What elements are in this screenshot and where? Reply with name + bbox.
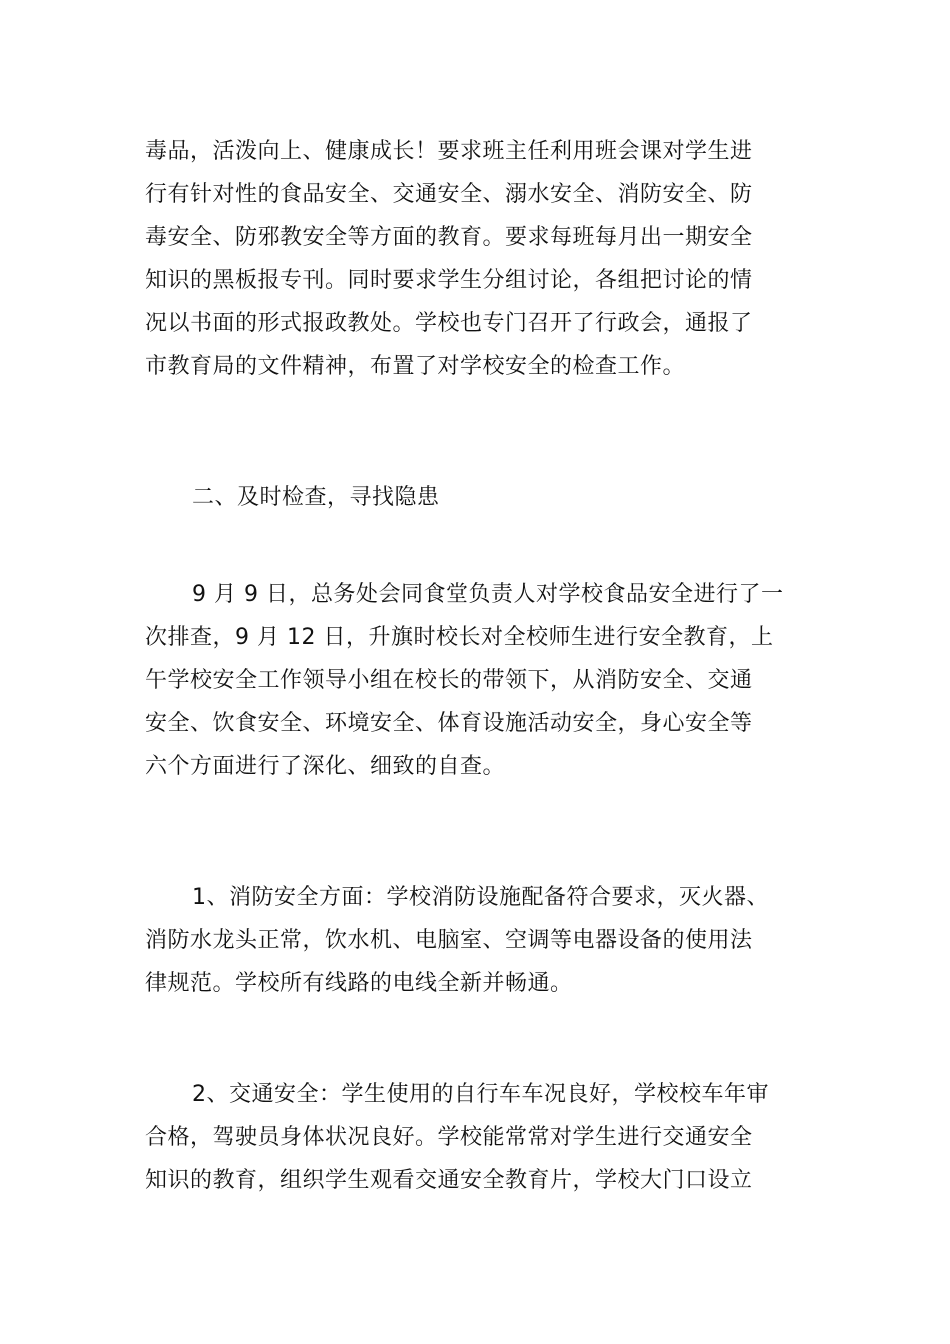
text-line: 次排查，9 月 12 日，升旗时校长对全校师生进行安全教育，上 [145, 625, 774, 650]
text-line: 9 月 9 日，总务处会同食堂负责人对学校食品安全进行了一 [192, 582, 784, 607]
text-line: 消防水龙头正常，饮水机、电脑室、空调等电器设备的使用法 [145, 928, 753, 953]
paragraph-1 [145, 130, 810, 388]
text-line: 午学校安全工作领导小组在校长的带领下，从消防安全、交通 [145, 668, 753, 693]
text-line: 知识的黑板报专刊。同时要求学生分组讨论，各组把讨论的情 [145, 268, 753, 293]
text-line: 2、交通安全：学生使用的自行车车况良好，学校校车年审 [192, 1082, 769, 1107]
section-heading [145, 476, 810, 519]
paragraph-4 [145, 1073, 810, 1202]
heading-text: 二、及时检查，寻找隐患 [192, 485, 440, 510]
text-line: 毒安全、防邪教安全等方面的教育。要求每班每月出一期安全 [145, 225, 753, 250]
text-line: 毒品，活泼向上、健康成长！要求班主任利用班会课对学生进 [145, 139, 753, 164]
text-line: 安全、饮食安全、环境安全、体育设施活动安全，身心安全等 [145, 711, 753, 736]
text-line: 况以书面的形式报政教处。学校也专门召开了行政会，通报了 [145, 311, 753, 336]
text-line: 行有针对性的食品安全、交通安全、溺水安全、消防安全、防 [145, 182, 753, 207]
text-line: 合格，驾驶员身体状况良好。学校能常常对学生进行交通安全 [145, 1125, 753, 1150]
paragraph-2 [145, 573, 810, 788]
text-line: 市教育局的文件精神，布置了对学校安全的检查工作。 [145, 354, 686, 379]
text-line: 律规范。学校所有线路的电线全新并畅通。 [145, 971, 573, 996]
paragraph-3 [145, 876, 810, 1005]
text-line: 知识的教育，组织学生观看交通安全教育片，学校大门口设立 [145, 1168, 753, 1193]
text-line: 1、消防安全方面：学校消防设施配备符合要求，灭火器、 [192, 885, 769, 910]
text-line: 六个方面进行了深化、细致的自查。 [145, 754, 506, 779]
